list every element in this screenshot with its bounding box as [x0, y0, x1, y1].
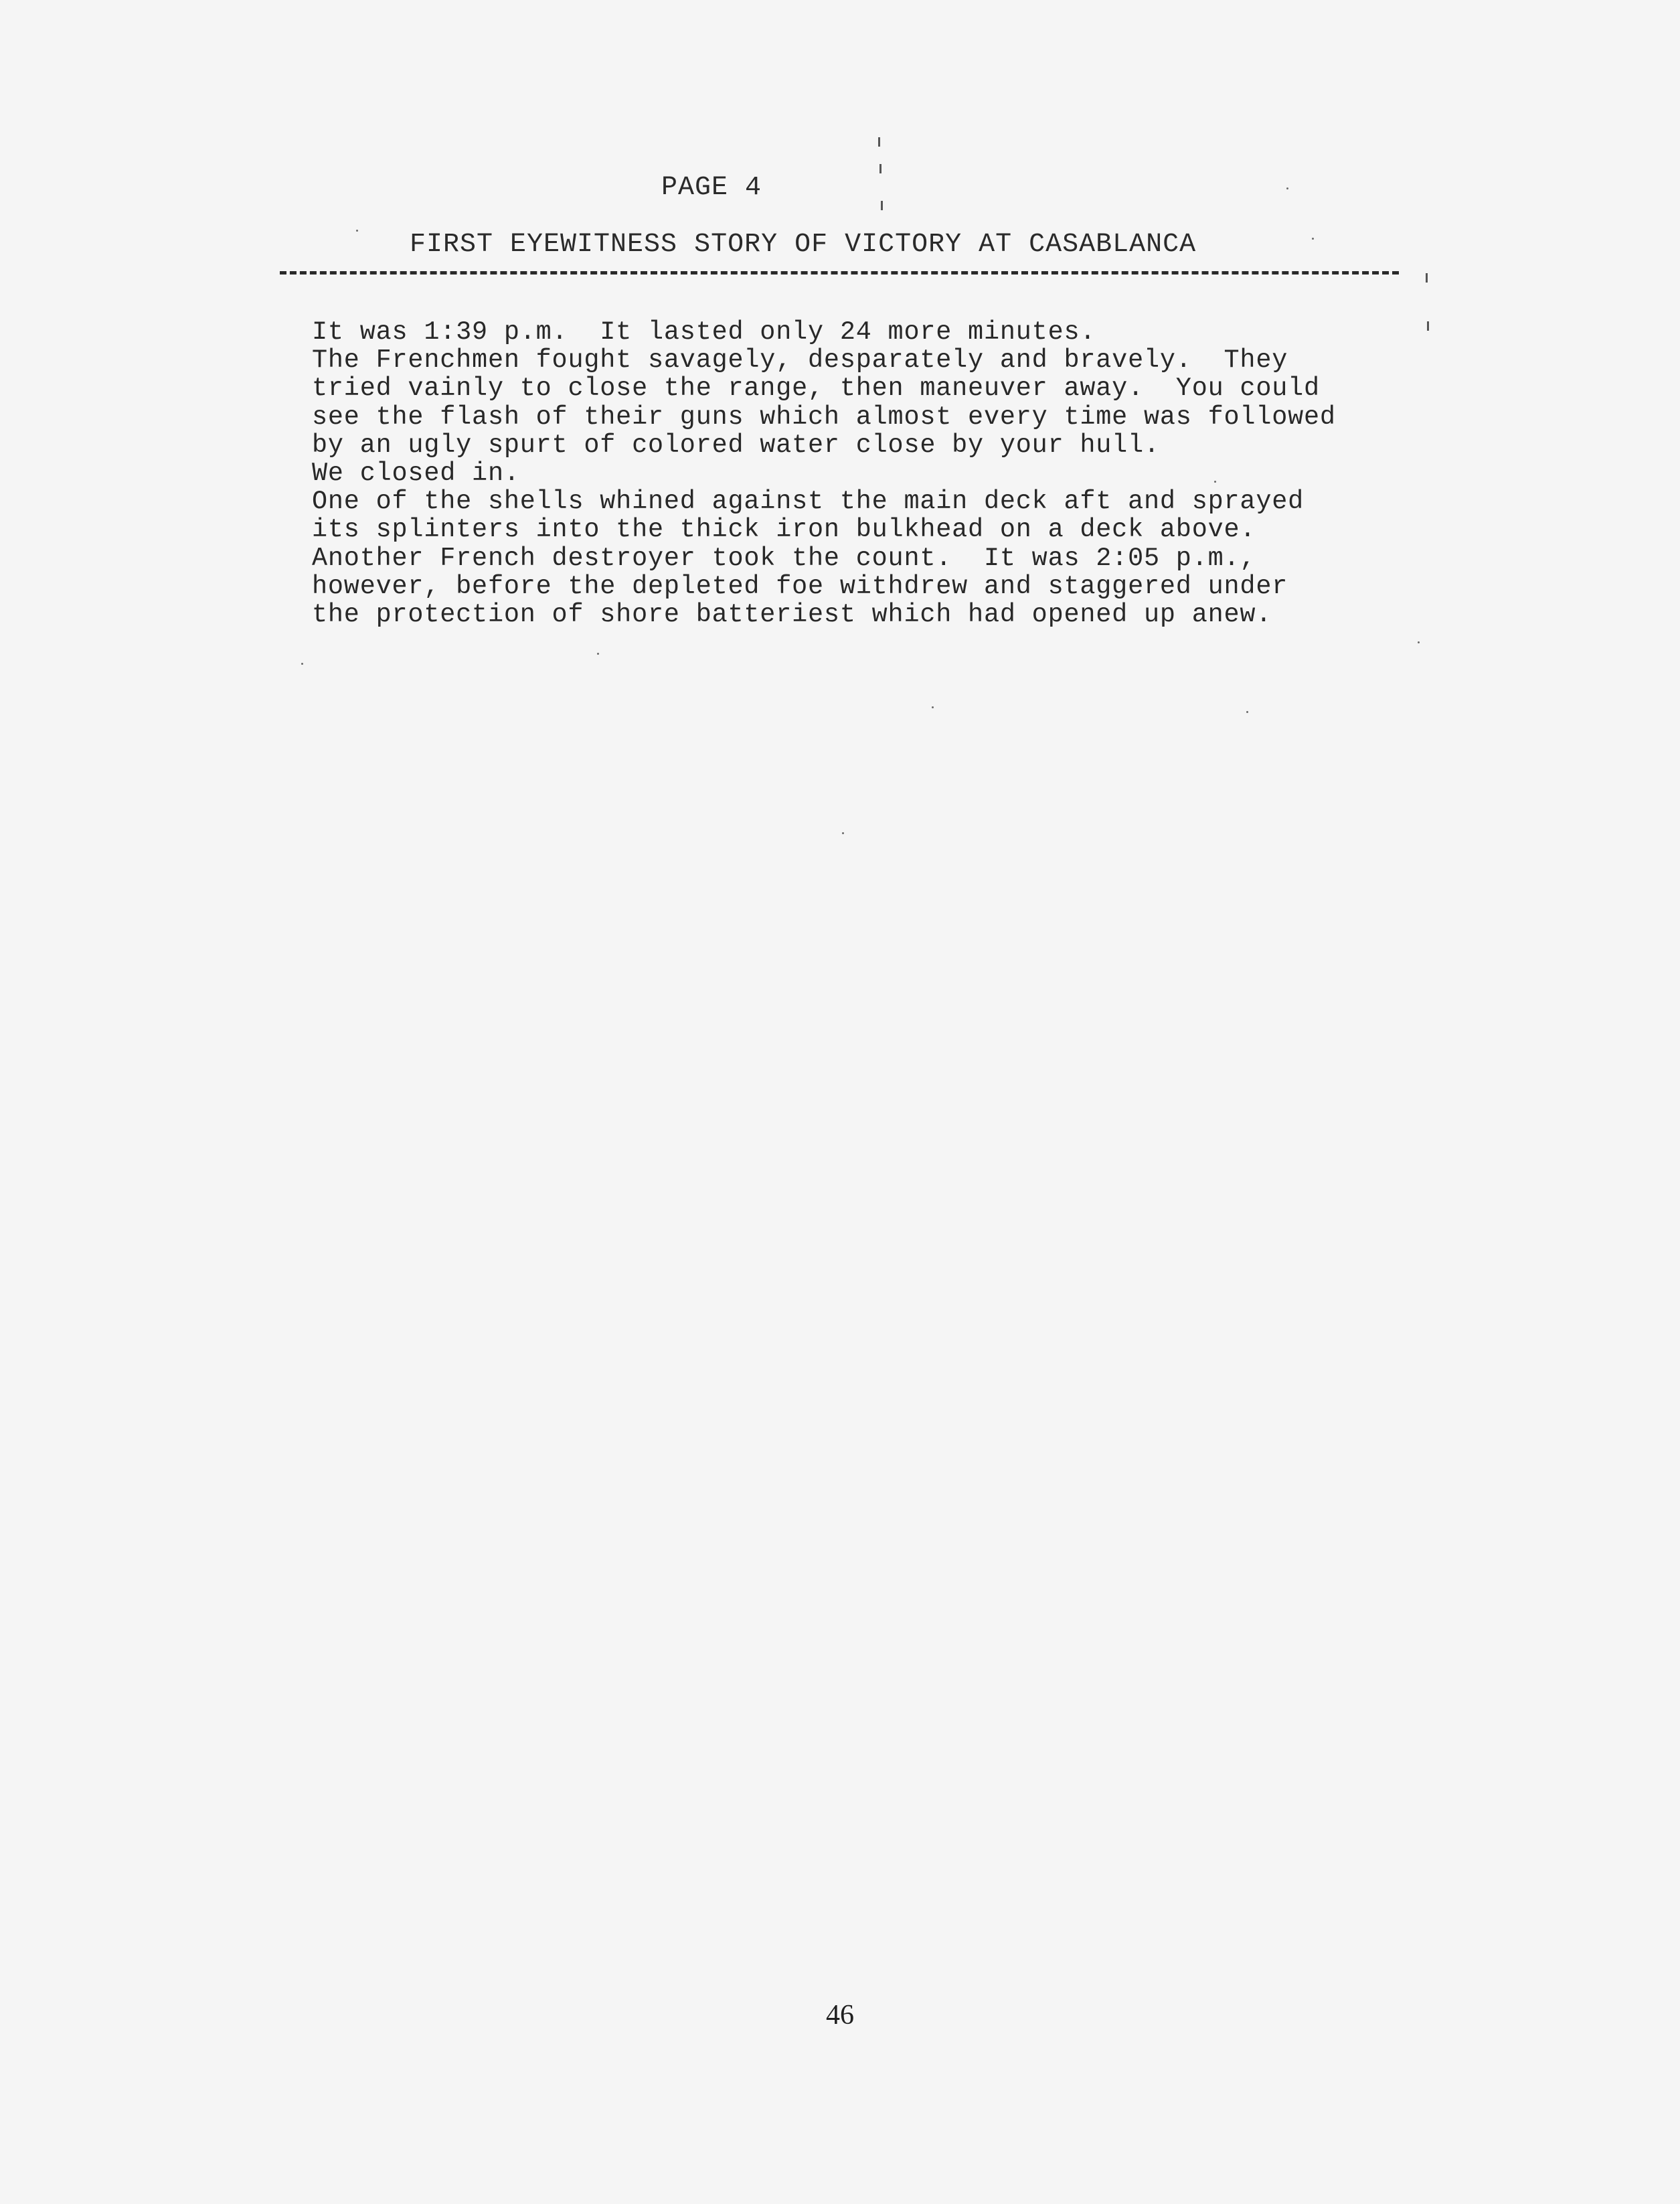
scan-speck — [1286, 187, 1288, 189]
body-line: The Frenchmen fought savagely, desparately and bravely. They — [312, 345, 1288, 376]
scan-speck — [301, 663, 303, 665]
page-heading: PAGE 4 — [661, 173, 762, 203]
body-line: tried vainly to close the range, then maneuver away. You could — [312, 374, 1320, 404]
body-line: Another French destroyer took the count. It was 2:05 p.m., — [312, 543, 1256, 573]
story-body — [312, 318, 1410, 629]
body-line: the protection of shore batteriest which had opened up anew. — [312, 599, 1272, 629]
body-line: see the flash of their guns which almost every time was followed — [312, 402, 1336, 432]
body-line: It was 1:39 p.m. It lasted only 24 more minutes. — [312, 317, 1096, 347]
scan-speck — [1418, 641, 1420, 643]
scan-speck — [356, 230, 358, 232]
scan-speck — [1312, 238, 1314, 240]
scan-speck — [1246, 711, 1248, 713]
body-line: its splinters into the thick iron bulkhead on a deck above. — [312, 515, 1256, 545]
body-line: by an ugly spurt of colored water close by your hull. — [312, 430, 1160, 460]
body-line: One of the shells whined against the main deck aft and sprayed — [312, 487, 1305, 517]
dashed-divider — [280, 271, 1399, 274]
scan-mark — [1426, 273, 1428, 283]
page-number: 46 — [826, 2000, 854, 2031]
scan-speck — [842, 832, 844, 834]
scan-speck — [597, 653, 599, 655]
scan-mark — [881, 201, 883, 210]
scan-mark — [878, 137, 880, 147]
scan-mark — [1427, 321, 1429, 331]
body-line: We closed in. — [312, 458, 520, 488]
scan-speck — [932, 706, 934, 708]
scan-mark — [879, 164, 881, 173]
body-line: however, before the depleted foe withdrew and staggered under — [312, 571, 1288, 601]
story-title: FIRST EYEWITNESS STORY OF VICTORY AT CASABLANCA — [410, 230, 1197, 260]
